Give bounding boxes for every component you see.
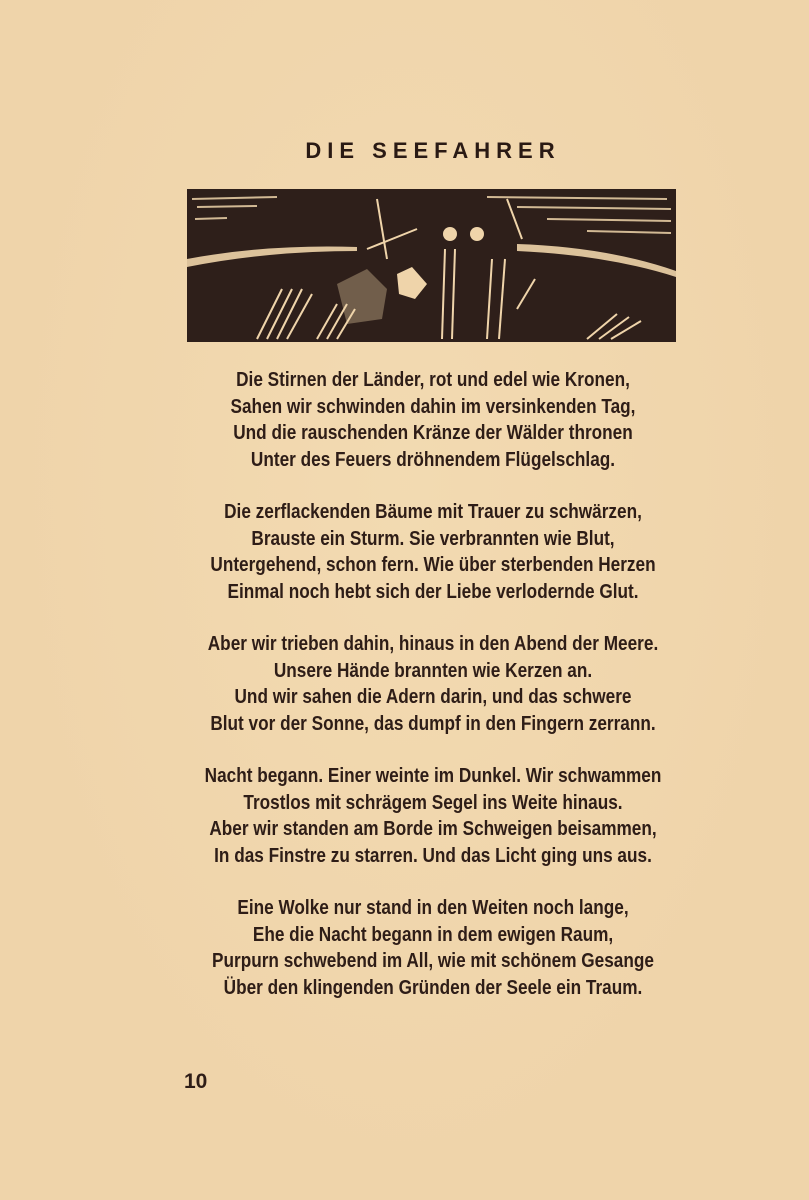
stanza-2 [0,499,809,605]
poem-body [0,367,809,1027]
poem-line: Unsere Hände brannten wie Kerzen an. [273,659,593,682]
poem-line: Sahen wir schwinden dahin im versinkenden Tag, [230,395,636,418]
poem-line: Untergehend, schon fern. Wie über sterbenden Herzen [210,554,656,576]
poem-line: Nacht begann. Einer weinte im Dunkel. Wir schwammen [204,765,662,787]
poem-line: Brauste ein Sturm. Sie verbrannten wie Blut, [251,527,615,550]
stanza-5 [0,895,809,1001]
poem-line: Die zerflackenden Bäume mit Trauer zu schwärzen, [224,501,642,523]
poem-line: Und wir sahen die Adern darin, und das schwere [234,686,632,708]
poem-title: DIE SEEFAHRER [305,138,561,163]
poem-line: Eine Wolke nur stand in den Weiten noch lange, [237,897,629,919]
poem-line: Trostlos mit schrägem Segel ins Weite hinaus. [243,791,623,814]
poem-line: Purpurn schwebend im All, wie mit schönem Gesange [212,950,654,972]
poem-line: Über den klingenden Gründen der Seele ein Traum. [223,976,643,999]
stanza-4 [0,763,809,869]
poem-line: Und die rauschenden Kränze der Wälder thronen [233,422,633,444]
poem-line: Unter des Feuers dröhnendem Flügelschlag. [250,448,616,471]
poem-line: Einmal noch hebt sich der Liebe verlodernde Glut. [227,580,639,603]
poem-line: In das Finstre zu starren. Und das Licht ging uns aus. [214,844,652,867]
stanza-1 [0,367,809,473]
stanza-3 [0,631,809,737]
woodcut-illustration [187,189,676,342]
poem-line: Ehe die Nacht begann in dem ewigen Raum, [252,923,614,946]
poem-line: Blut vor der Sonne, das dumpf in den Fingern zerrann. [210,712,656,735]
page-number: 10 [184,1070,208,1093]
poem-line: Aber wir standen am Borde im Schweigen beisammen, [209,818,657,840]
poem-line: Die Stirnen der Länder, rot und edel wie Kronen, [236,369,630,391]
poem-line: Aber wir trieben dahin, hinaus in den Abend der Meere. [207,633,659,655]
